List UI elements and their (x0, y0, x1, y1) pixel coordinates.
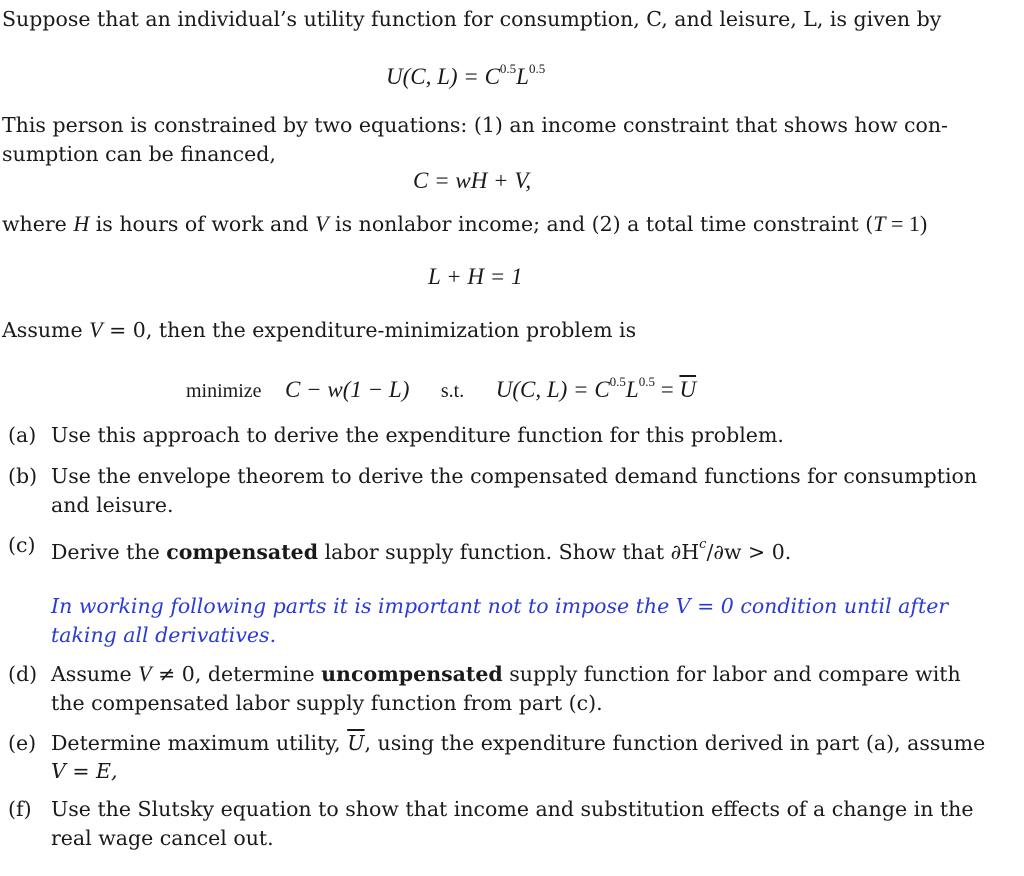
part-b-line2: and leisure. (51, 493, 174, 517)
part-c-label: (c) (8, 533, 36, 557)
assume-p2: = 0, then the expenditure-minimization problem is (102, 318, 637, 342)
min-l: L (625, 377, 639, 402)
part-e-line1 (51, 729, 985, 757)
part-d-p1: Assume (51, 662, 139, 686)
part-d-bold: uncompensated (321, 662, 503, 686)
note-line1: In working following parts it is important not to impose the V = 0 condition until after (51, 594, 949, 618)
where-p4: = 1) (885, 211, 928, 236)
part-d-p2: ≠ 0, determine (151, 662, 322, 686)
utility-eq-exp1: 0.5 (499, 61, 517, 76)
part-e-p1: Determine maximum utility, (51, 731, 348, 755)
constraint-intro-line2: sumption can be financed, (2, 142, 276, 166)
part-e-ubar: $\overline{U}$ (347, 731, 365, 755)
utility-eq-l: L (516, 64, 529, 89)
income-equation: C = wH + V, (413, 168, 532, 193)
min-eq-sign: = (654, 377, 680, 402)
note-line2: taking all derivatives. (51, 623, 277, 647)
part-c-bold: compensated (166, 540, 319, 564)
where-h: H (73, 211, 90, 236)
where-p1: where (2, 212, 74, 236)
where-v: V (315, 211, 329, 236)
part-f-label: (f) (8, 797, 32, 821)
part-d-v: V (138, 661, 152, 686)
where-text (2, 210, 927, 238)
utility-eq-lhs: U(C, L) = C (386, 64, 500, 89)
assume-p1: Assume (2, 318, 90, 342)
part-a-label: (a) (8, 423, 37, 447)
minimization-equation (186, 367, 696, 406)
part-c-sup: c (699, 537, 707, 552)
min-st: s.t. (440, 380, 465, 402)
part-e-label: (e) (8, 731, 37, 755)
part-d-line1 (51, 660, 961, 688)
part-c-p3: /∂w > 0. (706, 540, 792, 564)
part-d-p3: supply function for labor and compare with (502, 662, 961, 686)
part-e-p2: , using the expenditure function derived in part (a), assume (364, 731, 986, 755)
time-equation: L + H = 1 (428, 264, 523, 289)
intro-text: Suppose that an individual’s utility function for consumption, C, and leisure, L, is given by (2, 7, 942, 31)
part-a-text: Use this approach to derive the expenditure function for this problem. (51, 423, 784, 447)
min-objective: C − w(1 − L) (285, 377, 410, 402)
part-f-line1: Use the Slutsky equation to show that income and substitution effects of a change in the (51, 797, 974, 821)
constraint-intro-line1: This person is constrained by two equations: (1) an income constraint that shows how con- (2, 113, 948, 137)
min-word: minimize (186, 380, 262, 402)
part-d-line2: the compensated labor supply function from part (c). (51, 691, 603, 715)
part-e-line2: V = E, (51, 759, 118, 783)
part-f-line2: real wage cancel out. (51, 826, 274, 850)
min-constraint-lhs: U(C, L) = C (495, 377, 610, 402)
utility-eq-exp2: 0.5 (528, 61, 546, 76)
min-exp1: 0.5 (609, 374, 626, 389)
min-exp2: 0.5 (638, 374, 655, 389)
where-p2: is hours of work and (89, 212, 316, 236)
where-t: T (873, 211, 886, 236)
assume-text (2, 316, 636, 344)
where-p3: is nonlabor income; and (2) a total time constraint ( (328, 212, 874, 236)
part-c-p1: Derive the (51, 540, 167, 564)
part-c-text (51, 531, 791, 566)
part-d-label: (d) (8, 662, 38, 686)
part-b-label: (b) (8, 464, 38, 488)
part-b-line1: Use the envelope theorem to derive the compensated demand functions for consumption (51, 464, 978, 488)
min-ubar: $\overline{U}$ (679, 377, 697, 402)
assume-v: V (89, 317, 103, 342)
part-c-p2: labor supply function. Show that ∂H (318, 540, 700, 564)
utility-equation (386, 54, 545, 92)
